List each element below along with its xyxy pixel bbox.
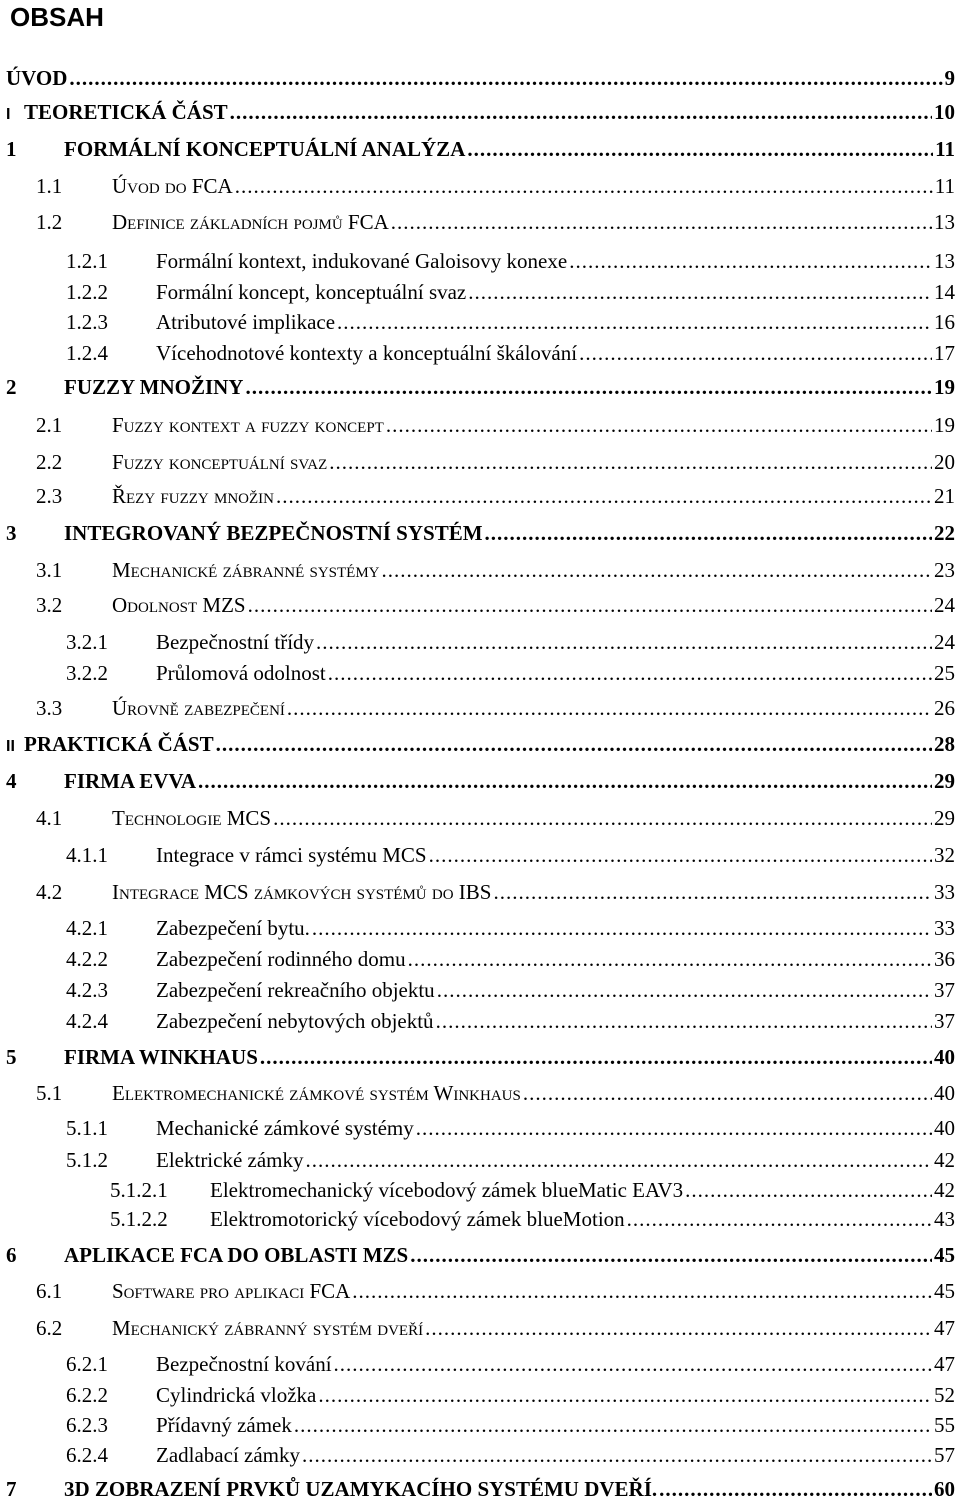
toc-entry-page-number: 19: [934, 375, 955, 399]
toc-entry-page-number: 42: [934, 1178, 955, 1202]
toc-entry-number: 5.1: [36, 1081, 63, 1105]
toc-entry-number: 5.1.2.2: [110, 1207, 168, 1231]
toc-entry-title: Úvod do FCA: [112, 174, 233, 198]
toc-entry-number: 3.2.2: [66, 661, 108, 685]
toc-entry-page-number: 33: [934, 880, 955, 904]
toc-entry-title: ÚVOD: [6, 66, 68, 90]
toc-entry[interactable]: [66, 1113, 955, 1143]
dot-leader: [569, 246, 932, 276]
toc-entry-number: 4.1: [36, 806, 63, 830]
dot-leader: [425, 1313, 932, 1343]
toc-entry-page-number: 52: [934, 1383, 955, 1407]
toc-entry-number: 6.2.1: [66, 1352, 108, 1376]
toc-entry-number: 5.1.1: [66, 1116, 108, 1140]
dot-leader: [352, 1276, 932, 1306]
toc-entry-page-number: 37: [934, 978, 955, 1002]
toc-entry-page-number: 45: [934, 1279, 955, 1303]
toc-entry-number: 1.2.1: [66, 249, 108, 273]
dot-leader: [337, 307, 932, 337]
toc-entry[interactable]: [36, 590, 955, 620]
toc-entry[interactable]: [36, 1276, 955, 1306]
toc-entry-title: APLIKACE FCA DO OBLASTI MZS: [64, 1243, 409, 1267]
dot-leader: [410, 1240, 932, 1270]
toc-entry[interactable]: [66, 1440, 955, 1470]
dot-leader: [437, 975, 932, 1005]
toc-entry[interactable]: [6, 518, 955, 548]
toc-entry[interactable]: [66, 913, 955, 943]
toc-entry-number: 6: [6, 1243, 17, 1267]
toc-entry-number: 3: [6, 521, 17, 545]
dot-leader: [273, 803, 932, 833]
toc-entry-title: Integrace MCS zámkových systémů do IBS: [112, 880, 492, 904]
toc-entry-page-number: 16: [934, 310, 955, 334]
dot-leader: [287, 693, 932, 723]
toc-entry-title: Elektromechanické zámkové systém Winkhaus: [112, 1081, 521, 1105]
dot-leader: [416, 1113, 932, 1143]
toc-entry[interactable]: [66, 1349, 955, 1379]
toc-entry[interactable]: [110, 1204, 955, 1234]
toc-entry-title: FORMÁLNÍ KONCEPTUÁLNÍ ANALÝZA: [64, 137, 466, 161]
toc-entry-page-number: 47: [934, 1316, 955, 1340]
toc-entry[interactable]: [36, 1078, 955, 1108]
toc-entry-page-number: 22: [934, 521, 955, 545]
toc-entry-title: Atributové implikace: [156, 310, 336, 334]
toc-entry-page-number: 40: [934, 1116, 955, 1140]
dot-leader: [318, 1380, 932, 1410]
toc-entry[interactable]: [6, 766, 955, 796]
dot-leader: [260, 1042, 932, 1072]
toc-entry-number: 6.1: [36, 1279, 63, 1303]
toc-entry-number: 1.2.4: [66, 341, 108, 365]
toc-entry-page-number: 19: [934, 413, 955, 437]
toc-entry-number: 2: [6, 375, 17, 399]
toc-entry-title: Formální koncept, konceptuální svaz: [156, 280, 467, 304]
toc-entry-title: Cylindrická vložka: [156, 1383, 317, 1407]
toc-entry[interactable]: [66, 658, 955, 688]
dot-leader: [302, 1440, 932, 1470]
toc-entry[interactable]: [66, 277, 955, 307]
toc-entry-page-number: 47: [934, 1352, 955, 1376]
toc-entry[interactable]: [6, 1240, 955, 1270]
toc-entry[interactable]: [66, 1006, 955, 1036]
toc-entry-title: FIRMA WINKHAUS: [64, 1045, 258, 1069]
toc-entry-number: 7: [6, 1477, 17, 1501]
toc-entry-number: 5.1.2.1: [110, 1178, 168, 1202]
toc-entry-title: Řezy fuzzy množin: [112, 484, 274, 508]
toc-entry-number: 4.2: [36, 880, 63, 904]
toc-entry-number: 4.2.1: [66, 916, 108, 940]
toc-entry-title: Fuzzy kontext a fuzzy koncept: [112, 413, 384, 437]
toc-entry-page-number: 11: [934, 174, 955, 198]
toc-entry-page-number: 24: [934, 593, 955, 617]
dot-leader: [245, 372, 932, 402]
toc-entry[interactable]: [6, 1042, 955, 1072]
toc-entry-page-number: 45: [934, 1243, 955, 1267]
toc-entry[interactable]: [66, 1145, 955, 1175]
toc-entry-number: 6.2: [36, 1316, 63, 1340]
toc-entry-title: Průlomová odolnost: [156, 661, 326, 685]
dot-leader: [386, 410, 932, 440]
toc-entry-title: Fuzzy konceptuální svaz: [112, 450, 328, 474]
toc-entry-page-number: 57: [934, 1443, 955, 1467]
dot-leader: [467, 134, 933, 164]
toc-entry[interactable]: [66, 944, 955, 974]
page-title: OBSAH: [10, 2, 104, 32]
dot-leader: [316, 627, 932, 657]
dot-leader: [627, 1204, 932, 1234]
toc-entry-title: Mechanické zámkové systémy: [156, 1116, 414, 1140]
toc-entry-page-number: 25: [934, 661, 955, 685]
toc-entry-title: Zabezpečení rekreačního objektu: [156, 978, 435, 1002]
toc-entry-number: 3.2: [36, 593, 63, 617]
toc-entry-number: 6.2.3: [66, 1413, 108, 1437]
toc-entry[interactable]: [36, 877, 955, 907]
toc-entry[interactable]: [36, 171, 955, 201]
toc-entry-title: Odolnost MZS: [112, 593, 246, 617]
toc-entry-title: Elektrické zámky: [156, 1148, 304, 1172]
toc-entry[interactable]: [66, 1380, 955, 1410]
toc-entry[interactable]: [6, 97, 955, 127]
toc-entry[interactable]: [36, 447, 955, 477]
toc-entry-title: Mechanický zábranný systém dveří: [112, 1316, 424, 1340]
dot-leader: [468, 277, 932, 307]
toc-entry[interactable]: [6, 729, 955, 759]
dot-leader: [230, 97, 932, 127]
toc-entry-title: Definice základních pojmů FCA: [112, 210, 389, 234]
toc-entry-number: 4.2.4: [66, 1009, 108, 1033]
dot-leader: [328, 658, 932, 688]
toc-entry-number: 2.1: [36, 413, 63, 437]
toc-entry[interactable]: [36, 1313, 955, 1343]
toc-entry-number: 1.2.3: [66, 310, 108, 334]
dot-leader: [391, 207, 932, 237]
toc-entry-number: 5.1.2: [66, 1148, 108, 1172]
toc-entry-title: Mechanické zábranné systémy: [112, 558, 380, 582]
dot-leader: [276, 481, 932, 511]
toc-entry-page-number: 42: [934, 1148, 955, 1172]
dot-leader: [216, 729, 932, 759]
dot-leader: [685, 1175, 932, 1205]
toc-entry-number: 2.2: [36, 450, 63, 474]
toc-entry-number: 6.2.2: [66, 1383, 108, 1407]
toc-entry-page-number: 40: [934, 1081, 955, 1105]
dot-leader: [523, 1078, 932, 1108]
dot-leader: [306, 1145, 932, 1175]
toc-entry-number: 5: [6, 1045, 17, 1069]
toc-entry-page-number: 11: [935, 137, 955, 161]
toc-entry-title: Elektromotorický vícebodový zámek blueMotion: [210, 1207, 625, 1231]
dot-leader: [436, 1006, 932, 1036]
dot-leader: [493, 877, 932, 907]
toc-entry-title: Elektromechanický vícebodový zámek blueMatic EAV3: [210, 1178, 684, 1202]
toc-entry-page-number: 36: [934, 947, 955, 971]
toc-entry-title: Integrace v rámci systému MCS: [156, 843, 427, 867]
toc-entry[interactable]: [110, 1175, 955, 1205]
toc-entry-title: Úrovně zabezpečení: [112, 696, 285, 720]
toc-entry-title: 3D ZOBRAZENÍ PRVKŮ UZAMYKACÍHO SYSTÉMU DVEŘÍ.: [64, 1477, 658, 1501]
toc-entry-number: 1.2: [36, 210, 63, 234]
toc-entry-page-number: 9: [944, 66, 955, 90]
toc-entry-page-number: 29: [934, 769, 955, 793]
toc-entry-number: 3.3: [36, 696, 63, 720]
toc-entry-title: FIRMA EVVA: [64, 769, 197, 793]
toc-entry-number: 4.2.3: [66, 978, 108, 1002]
toc-entry-page-number: 26: [934, 696, 955, 720]
dot-leader: [408, 944, 932, 974]
toc-entry[interactable]: [66, 307, 955, 337]
toc-entry-page-number: 20: [934, 450, 955, 474]
toc-entry-page-number: 28: [934, 732, 955, 756]
toc-entry[interactable]: [36, 555, 955, 585]
toc-entry-number: 4.1.1: [66, 843, 108, 867]
toc-entry-title: Software pro aplikaci FCA: [112, 1279, 351, 1303]
toc-entry-number: 4: [6, 769, 17, 793]
dot-leader: [659, 1474, 932, 1504]
dot-leader: [235, 171, 933, 201]
toc-entry-page-number: 37: [934, 1009, 955, 1033]
toc-entry-page-number: 23: [934, 558, 955, 582]
toc-entry[interactable]: [6, 63, 955, 93]
toc-entry-number: 4.2.2: [66, 947, 108, 971]
toc-entry-number: II: [6, 738, 15, 755]
toc-entry-title: PRAKTICKÁ ČÁST: [24, 732, 214, 756]
toc-entry[interactable]: [66, 840, 955, 870]
dot-leader: [198, 766, 932, 796]
toc-entry-title: Zabezpečení rodinného domu: [156, 947, 406, 971]
toc-entry[interactable]: [36, 803, 955, 833]
toc-entry-title: Zabezpečení nebytových objektů: [156, 1009, 434, 1033]
toc-entry[interactable]: [36, 410, 955, 440]
toc-entry-page-number: 24: [934, 630, 955, 654]
toc-entry-page-number: 10: [934, 100, 955, 124]
dot-leader: [382, 555, 932, 585]
toc-entry-title: TEORETICKÁ ČÁST: [24, 100, 228, 124]
dot-leader: [485, 518, 932, 548]
toc-entry-page-number: 60: [934, 1477, 955, 1501]
toc-entry-title: Bezpečnostní kování: [156, 1352, 332, 1376]
toc-entry[interactable]: [66, 338, 955, 368]
dot-leader: [579, 338, 932, 368]
toc-entry-page-number: 33: [934, 916, 955, 940]
toc-entry[interactable]: [66, 627, 955, 657]
toc-entry-number: 3.2.1: [66, 630, 108, 654]
toc-entry-page-number: 43: [934, 1207, 955, 1231]
toc-entry[interactable]: [36, 693, 955, 723]
dot-leader: [429, 840, 932, 870]
toc-entry-title: INTEGROVANÝ BEZPEČNOSTNÍ SYSTÉM: [64, 521, 483, 545]
toc-entry-page-number: 13: [934, 210, 955, 234]
toc-entry-number: 6.2.4: [66, 1443, 108, 1467]
toc-entry[interactable]: [66, 246, 955, 276]
dot-leader: [69, 63, 942, 93]
toc-entry-page-number: 55: [934, 1413, 955, 1437]
toc-entry-page-number: 13: [934, 249, 955, 273]
dot-leader: [294, 1410, 932, 1440]
dot-leader: [334, 1349, 932, 1379]
toc-entry[interactable]: [6, 134, 955, 164]
toc-entry-number: 1: [6, 137, 17, 161]
dot-leader: [312, 913, 932, 943]
toc-entry-page-number: 14: [934, 280, 955, 304]
toc-entry-number: 1.2.2: [66, 280, 108, 304]
toc-entry-page-number: 17: [934, 341, 955, 365]
toc-entry[interactable]: [66, 975, 955, 1005]
toc-entry[interactable]: [36, 481, 955, 511]
toc-entry-number: 2.3: [36, 484, 63, 508]
toc-entry-number: I: [6, 106, 11, 123]
toc-entry-page-number: 21: [934, 484, 955, 508]
toc-entry-title: Přídavný zámek: [156, 1413, 292, 1437]
dot-leader: [329, 447, 932, 477]
toc-entry-page-number: 32: [934, 843, 955, 867]
dot-leader: [248, 590, 932, 620]
toc-entry-title: Vícehodnotové kontexty a konceptuální škálování: [156, 341, 578, 365]
toc-entry-title: Bezpečnostní třídy: [156, 630, 315, 654]
toc-entry-number: 1.1: [36, 174, 63, 198]
toc-entry-number: 3.1: [36, 558, 63, 582]
toc-entry[interactable]: [6, 1474, 955, 1504]
toc-entry-title: Zadlabací zámky: [156, 1443, 301, 1467]
toc-entry-title: Technologie MCS: [112, 806, 272, 830]
toc-entry-title: FUZZY MNOŽINY: [64, 375, 244, 399]
toc-entry[interactable]: [6, 372, 955, 402]
toc-entry-title: Zabezpečení bytu.: [156, 916, 310, 940]
toc-entry-page-number: 40: [934, 1045, 955, 1069]
toc-entry[interactable]: [66, 1410, 955, 1440]
toc-entry-title: Formální kontext, indukované Galoisovy konexe: [156, 249, 568, 273]
toc-entry[interactable]: [36, 207, 955, 237]
toc-entry-page-number: 29: [934, 806, 955, 830]
